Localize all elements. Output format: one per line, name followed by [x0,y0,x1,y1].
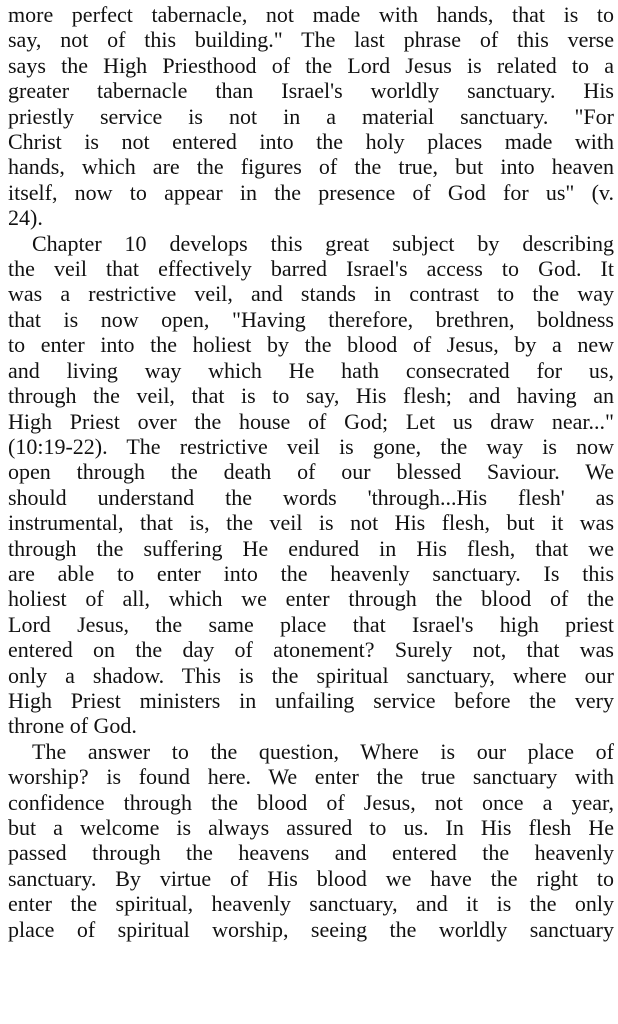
text-line: more perfect tabernacle, not made with hands, that is to [8,2,614,27]
text-line: only a shadow. This is the spiritual sanctuary, where our [8,662,614,688]
text-line: itself, now to appear in the presence of God for us" (v. [8,179,614,205]
text-line: open through the death of our blessed Saviour. We [8,459,614,485]
text-line: High Priest over the house of God; Let us draw near..." [8,408,614,434]
text-line: enter the spiritual, heavenly sanctuary, and it is the only [8,891,614,917]
text-line: confidence through the blood of Jesus, not once a year, [8,789,614,815]
text-line: and living way which He hath consecrated for us, [8,357,614,383]
paragraph-1 [8,2,614,231]
text-line: place of spiritual worship, seeing the worldly sanctuary [8,916,614,942]
text-line: through the veil, that is to say, His flesh; and having an [8,383,614,409]
text-line: throne of God. [8,713,137,739]
text-line: 24). [8,205,43,231]
text-line: Christ is not entered into the holy places made with [8,129,614,155]
text-line: Lord Jesus, the same place that Israel's high priest [8,611,614,637]
text-line: entered on the day of atonement? Surely not, that was [8,637,614,663]
paragraph-3 [8,739,614,942]
text-line: worship? is found here. We enter the true sanctuary with [8,764,614,790]
text-line: are able to enter into the heavenly sanctuary. Is this [8,560,614,586]
text-line: greater tabernacle than Israel's worldly sanctuary. His [8,78,614,104]
text-line: say, not of this building." The last phrase of this verse [8,27,614,53]
text-line: sanctuary. By virtue of His blood we have the right to [8,865,614,891]
text-line: High Priest ministers in unfailing service before the very [8,687,614,713]
paragraph-2 [8,231,614,739]
text-line: passed through the heavens and entered the heavenly [8,840,614,866]
text-line: holiest of all, which we enter through the blood of the [8,586,614,612]
text-line: the veil that effectively barred Israel's access to God. It [8,256,614,282]
text-line: says the High Priesthood of the Lord Jesus is related to a [8,52,614,78]
text-line: to enter into the holiest by the blood of Jesus, by a new [8,332,614,358]
text-line: The answer to the question, Where is our place of [32,738,614,764]
text-line: that is now open, "Having therefore, brethren, boldness [8,306,614,332]
text-line: priestly service is not in a material sanctuary. "For [8,103,614,129]
text-line: Chapter 10 develops this great subject by describing [32,230,614,256]
text-line: instrumental, that is, the veil is not His flesh, but it was [8,510,614,536]
body-text [8,2,614,942]
text-line: through the suffering He endured in His flesh, that we [8,535,614,561]
text-line: (10:19-22). The restrictive veil is gone, the way is now [8,433,614,459]
text-line: should understand the words 'through...His flesh' as [8,484,614,510]
text-line: was a restrictive veil, and stands in contrast to the way [8,281,614,307]
text-line: but a welcome is always assured to us. In His flesh He [8,815,614,840]
text-line: hands, which are the figures of the true, but into heaven [8,154,614,180]
